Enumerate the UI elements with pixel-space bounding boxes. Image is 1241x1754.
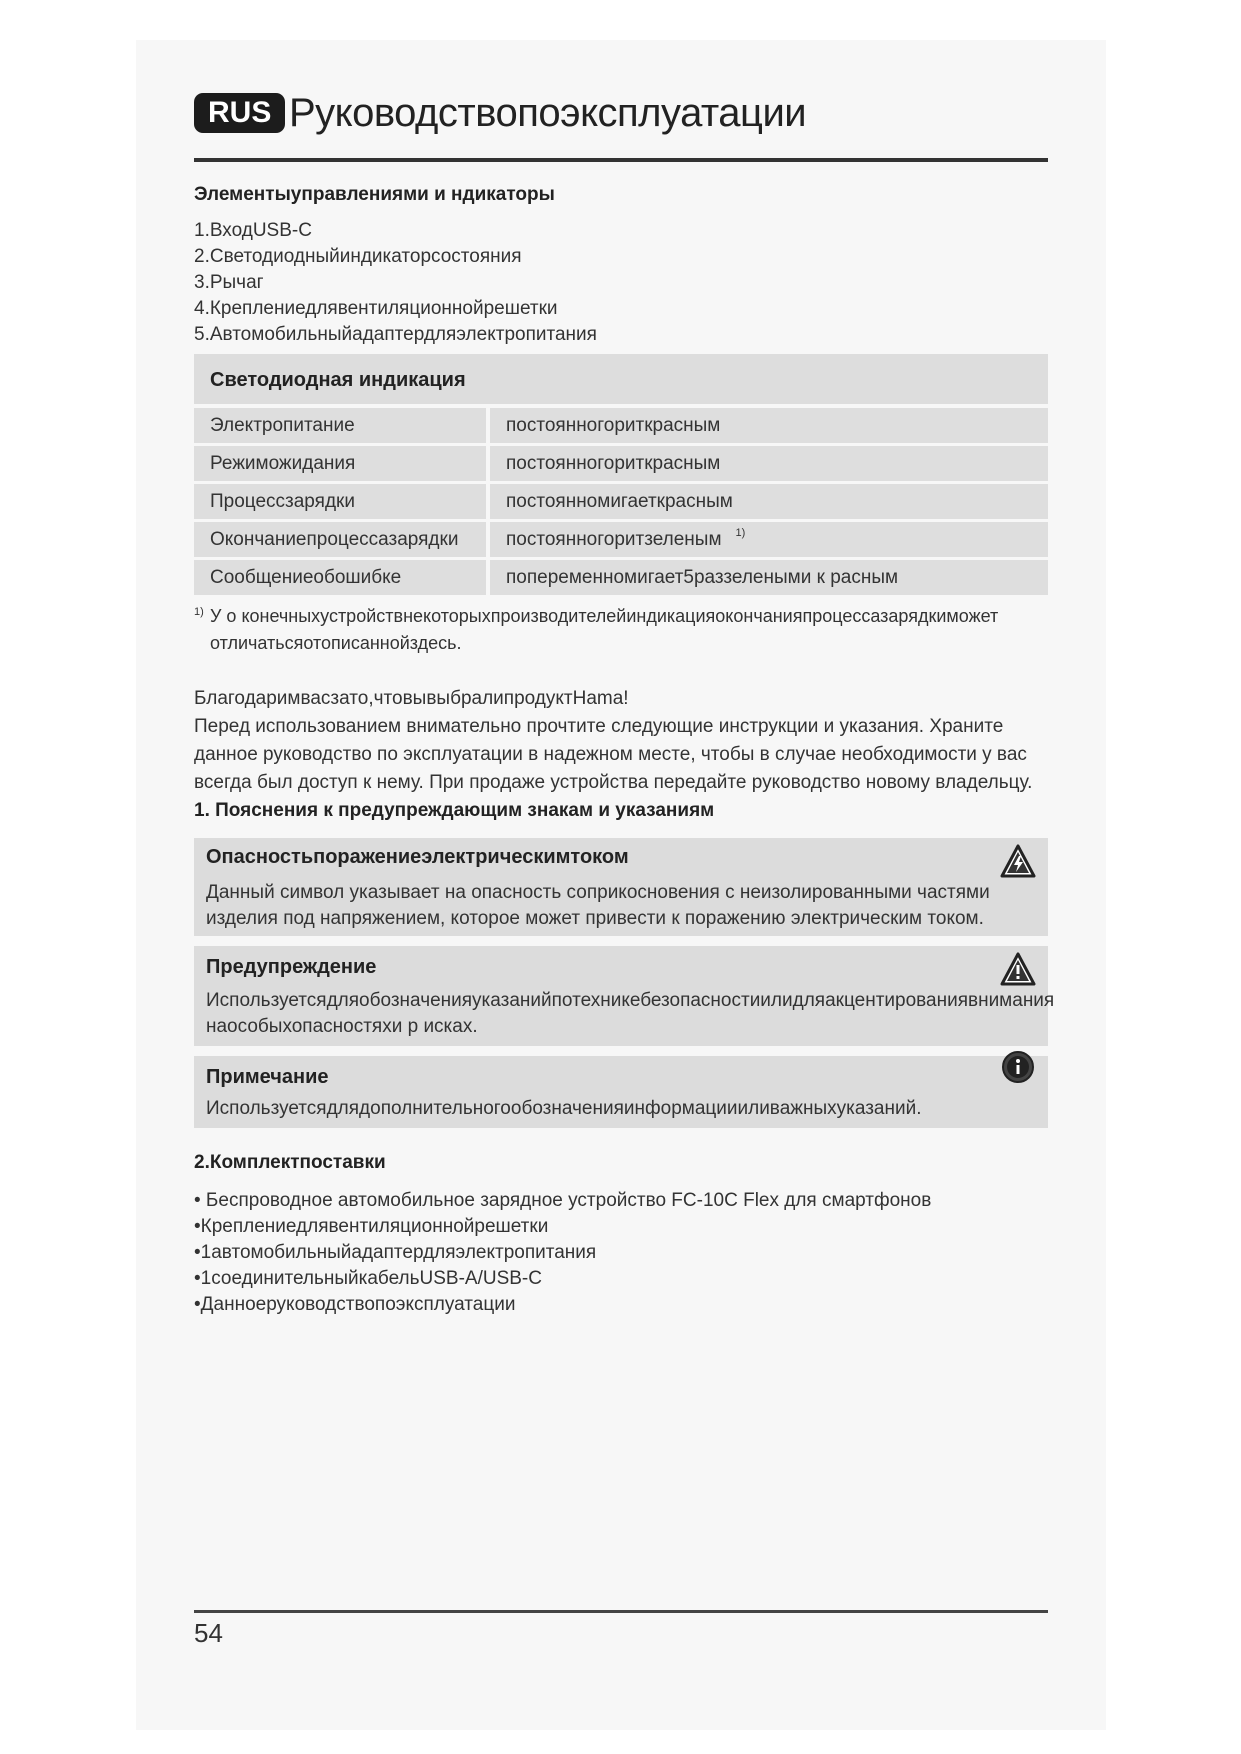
list-item: 4.Креплениедлявентиляционнойрешетки xyxy=(194,298,558,319)
table-row xyxy=(194,408,1048,443)
notice-title: Предупреждение xyxy=(206,956,377,978)
package-contents-section xyxy=(194,1152,1048,1318)
list-item: •Данноеруководствопоэксплуатации xyxy=(194,1294,516,1315)
section-2-heading: 2.Комплектпоставки xyxy=(194,1152,386,1173)
page-title: Руководствопоэксплуатации xyxy=(289,91,807,135)
table-row xyxy=(194,522,1048,557)
controls-section xyxy=(194,184,1048,348)
section-1-heading: 1. Пояснения к предупреждающим знакам и указаниям xyxy=(194,800,715,821)
controls-list xyxy=(194,218,1048,348)
footnote-reference: 1) xyxy=(735,527,746,539)
notice-electric-hazard xyxy=(194,838,1048,936)
footnote-text: У о конечныхустройствнекоторыхпроизводителейиндикацияокончанияпроцессазарядкиможет отличатьсяотописаннойздесь. xyxy=(210,606,999,653)
list-item: 5.Автомобильныйадаптердляэлектропитания xyxy=(194,324,597,345)
notice-warning xyxy=(194,946,1055,1046)
intro-text xyxy=(194,685,1048,797)
table-heading: Светодиодная индикация xyxy=(194,354,1048,404)
table-cell-state: Электропитание xyxy=(194,408,486,443)
list-item: •Креплениедлявентиляционнойрешетки xyxy=(194,1216,549,1237)
notice-title: Опасностьпоражениеэлектрическимтоком xyxy=(206,846,629,868)
header-divider xyxy=(194,158,1048,162)
notice-text: Используетсядлядополнительногообозначенияинформациииливажныхуказаний. xyxy=(206,1098,922,1119)
intro-instructions: Перед использованием внимательно прочтите следующие инструкции и указания. Храните данное руководство по эксплуатации в надежном месте, чтобы в случае необходимости у вас всегда был доступ к нему. При продаже устройства передайте руководство новому владельцу. xyxy=(194,716,1033,793)
table-cell-state: Режиможидания xyxy=(194,446,486,481)
list-item: 1.ВходUSB-C xyxy=(194,220,312,241)
led-indication-table xyxy=(194,354,1048,598)
list-item: • Беспроводное автомобильное зарядное устройство FC-10C Flex для смартфонов xyxy=(194,1190,932,1211)
footnote-mark: 1) xyxy=(194,606,204,618)
notice-title: Примечание xyxy=(206,1066,329,1088)
notice-text: Используетсядляобозначенияуказанийпотехникебезопасностиилидляакцентированиявнимания наособыхопасностяхи р исках. xyxy=(206,990,1055,1037)
page-number: 54 xyxy=(194,1618,223,1648)
electric-warning-icon xyxy=(1000,844,1036,878)
table-cell-state: Процессзарядки xyxy=(194,484,486,519)
table-cell-indication: попеременномигает5раззелеными к расным xyxy=(490,560,1048,595)
page-header xyxy=(194,86,1048,162)
controls-heading: Элементыуправлениями и ндикаторы xyxy=(194,184,555,205)
table-cell-indication: постоянномигаеткрасным xyxy=(490,484,1048,519)
list-item: 3.Рычаг xyxy=(194,272,264,293)
table-cell-state: Сообщениеобошибке xyxy=(194,560,486,595)
table-cell-indication: постоянногориткрасным xyxy=(490,408,1048,443)
list-item: •1соединительныйкабельUSB-A/USB-C xyxy=(194,1268,542,1289)
info-icon xyxy=(1000,1050,1036,1084)
list-item: 2.Светодиодныйиндикаторсостояния xyxy=(194,246,522,267)
table-cell-state: Окончаниепроцессазарядки xyxy=(194,522,486,557)
warning-icon xyxy=(1000,952,1036,986)
footnote xyxy=(194,603,1048,657)
table-row xyxy=(194,560,1048,595)
language-badge: RUS xyxy=(194,93,285,133)
notice-note xyxy=(194,1056,1048,1128)
notice-text: Данный символ указывает на опасность соприкосновения с неизолированными частями изделия под напряжением, которое может привести к поражению электрическим током. xyxy=(206,882,990,929)
footer-divider xyxy=(194,1610,1048,1613)
package-list xyxy=(194,1188,1048,1318)
table-row xyxy=(194,484,1048,519)
list-item: •1автомобильныйадаптердляэлектропитания xyxy=(194,1242,597,1263)
table-cell-indication: постоянногоритзеленым $^{1)}$ xyxy=(490,522,1048,557)
table-cell-indication: постоянногориткрасным xyxy=(490,446,1048,481)
intro-thanks: Благодаримвасзато,чтовывыбралипродуктHama! xyxy=(194,688,629,709)
table-row xyxy=(194,446,1048,481)
